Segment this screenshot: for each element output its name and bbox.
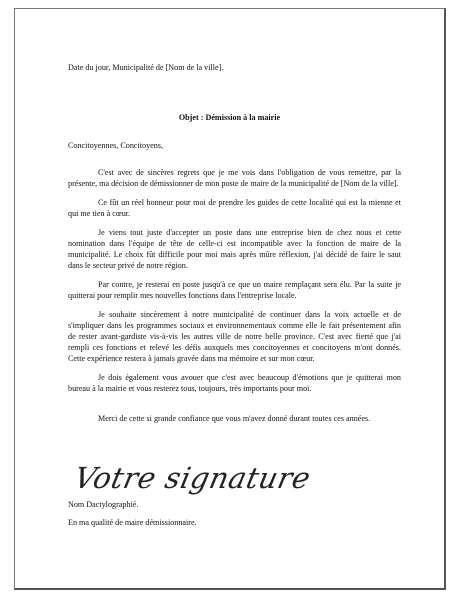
paragraph-nouveau-poste: Je viens tout juste d'accepter un poste dans une entreprise bien de chez nous et cette nomination dans l'équipe de tête de celle-ci est incompatible avec la fonction de maire de la municipalité. Le choix fût difficile pour moi mais après mûre réflexion, j'ai décidé de faire le saut dans le secteur privé de notre région. bbox=[68, 228, 401, 270]
letter-page bbox=[14, 8, 446, 590]
typed-name: Nom Dactylographié. bbox=[68, 500, 139, 509]
letter-body bbox=[68, 167, 401, 432]
subject-line: Objet : Démission à la mairie bbox=[178, 113, 281, 122]
paragraph-honneur: Ce fût un réel honneur pour moi de prendre les guides de cette localité qui est la mienne et qui me tien à cœur. bbox=[68, 198, 401, 218]
date-line: Date du jour, Municipalité de [Nom de la ville]. bbox=[68, 63, 224, 72]
paragraph-emotions: Je dois également vous avouer que c'est avec beaucoup d'émotions que je quitterai mon bureau à la mairie et vous resterez tous, toujours, très importants pour moi. bbox=[68, 373, 401, 393]
paragraph-transition: Par contre, je resterai en poste jusqu'à ce que un maire remplaçant sera élu. Par la suite je quitterai pour remplir mes nouvelles fonctions dans l'entreprise locale. bbox=[68, 280, 401, 300]
paragraph-regrets: C'est avec de sincères regrets que je me vois dans l'obligation de vous remettre, par la présente, ma décision de démissionner de mon poste de maire de la municipalité de [Nom de la ville]. bbox=[68, 168, 401, 188]
paragraph-souhaits: Je souhaite sincèrement à notre municipalité de continuer dans la voix actuelle et de s'impliquer dans les programmes sociaux et environnementaux comme elle le fait présentement afin de rester avant-gardiste vis-à-vis les autres ville de notre belle province. C'est avec fierté que j'ai rempli ces fonctions et relevé les défis auxquels mes concitoyennes et concitoyens m'ont donnés. Cette expérience restera à jamais gravée dans ma mémoire et sur mon cœur. bbox=[68, 310, 401, 363]
handwritten-signature: Votre signature bbox=[71, 461, 314, 495]
signatory-quality: En ma qualité de maire démissionnaire. bbox=[68, 518, 197, 527]
salutation: Concitoyennes, Concitoyens, bbox=[68, 141, 164, 150]
paragraph-remerciements: Merci de cette si grande confiance que vous m'avez donné durant toutes ces années. bbox=[98, 414, 371, 423]
